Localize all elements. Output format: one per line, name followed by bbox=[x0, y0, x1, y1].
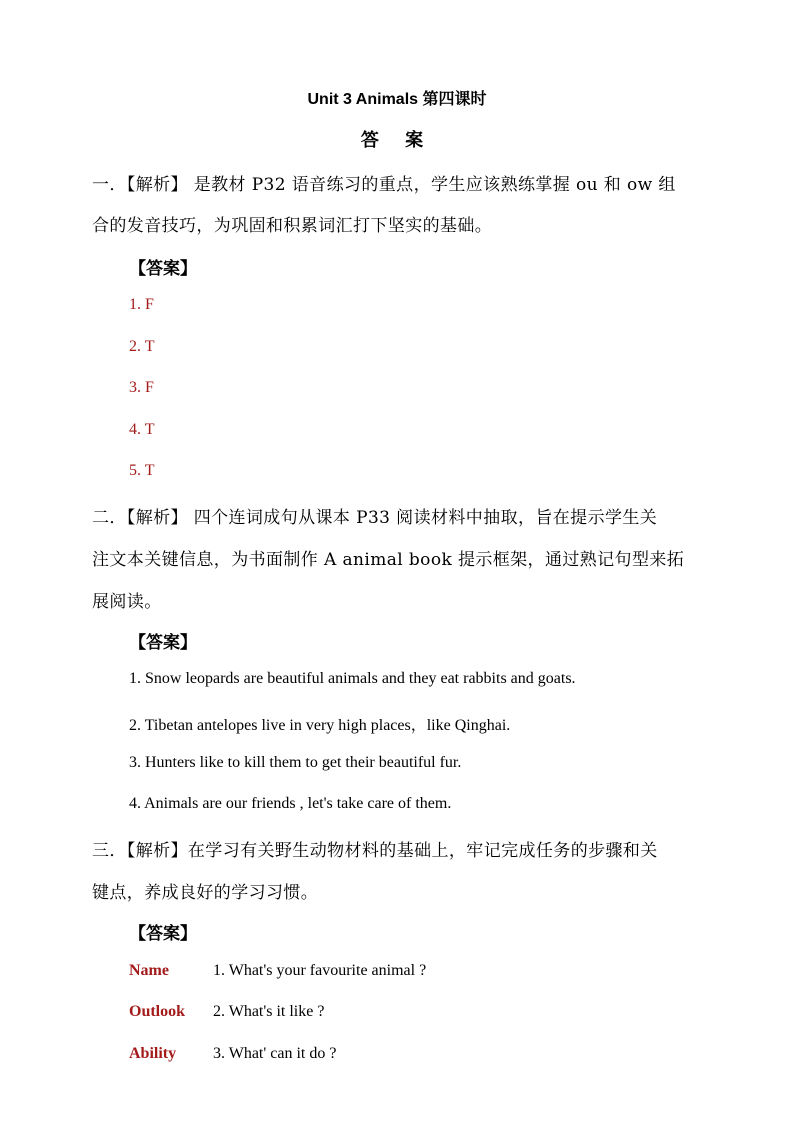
section1-answer-item: 1. F bbox=[129, 296, 154, 313]
section1-answer-heading: 【答案】 bbox=[129, 259, 197, 279]
section1-answer-item: 4. T bbox=[129, 421, 155, 438]
section2-analysis-line2: 注文本关键信息，为书面制作 A animal book 提示框架，通过熟记句型来拓 bbox=[92, 550, 685, 570]
section3-analysis-line1: 三．【解析】在学习有关野生动物材料的基础上，牢记完成任务的步骤和关 bbox=[92, 841, 658, 861]
section2-answer-item: 4. Animals are our friends , let's take care of them. bbox=[129, 795, 452, 812]
section3-answer-heading: 【答案】 bbox=[129, 924, 197, 944]
section1-answer-item: 3. F bbox=[129, 379, 154, 396]
section2-answer-item: 1. Snow leopards are beautiful animals and they eat rabbits and goats. bbox=[129, 670, 576, 687]
section1-answer-item: 5. T bbox=[129, 462, 155, 479]
answer-title: 答 案 bbox=[360, 130, 434, 151]
section1-answer-item: 2. T bbox=[129, 338, 155, 355]
section2-answer-item: 3. Hunters like to kill them to get their beautiful fur. bbox=[129, 754, 462, 771]
row-label-name: Name bbox=[129, 962, 169, 979]
section3-analysis-line2: 键点，养成良好的学习习惯。 bbox=[92, 883, 319, 903]
page-title: Unit 3 Animals 第四课时 bbox=[307, 91, 487, 108]
row-question: 3. What' can it do ? bbox=[213, 1045, 337, 1062]
section1-analysis-line1: 一．【解析】 是教材 P32 语音练习的重点，学生应该熟练掌握 ou 和 ow 组 bbox=[92, 175, 676, 195]
section2-analysis-line3: 展阅读。 bbox=[92, 592, 162, 612]
row-question: 2. What's it like ? bbox=[213, 1003, 325, 1020]
row-label-outlook: Outlook bbox=[129, 1003, 186, 1020]
section2-analysis-line1: 二．【解析】 四个连词成句从课本 P33 阅读材料中抽取，旨在提示学生关 bbox=[92, 508, 658, 528]
row-label-ability: Ability bbox=[129, 1045, 177, 1062]
section2-answer-heading: 【答案】 bbox=[129, 633, 197, 653]
section1-analysis-line2: 合的发音技巧，为巩固和积累词汇打下坚实的基础。 bbox=[92, 216, 493, 236]
row-question: 1. What's your favourite animal ? bbox=[213, 962, 427, 979]
section2-answer-item: 2. Tibetan antelopes live in very high places，like Qinghai. bbox=[129, 717, 511, 734]
